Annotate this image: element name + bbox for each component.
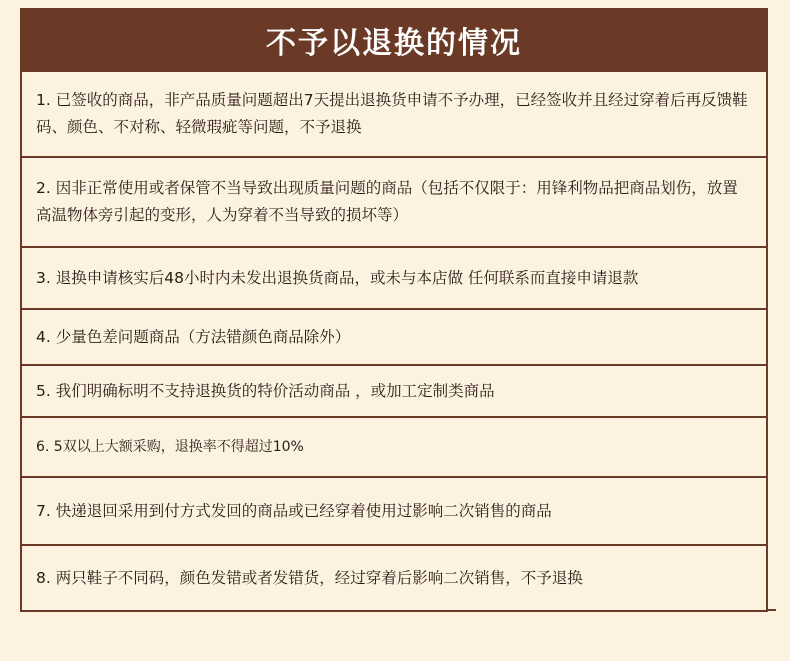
condition-text: 3. 退换申请核实后48小时内未发出退换货商品，或未与本店做 任何联系而直接申请退款 <box>36 268 639 287</box>
condition-text: 4. 少量色差问题商品（方法错颜色商品除外） <box>36 327 351 346</box>
table-row <box>22 366 766 418</box>
table-row <box>22 546 766 612</box>
condition-text: 7. 快递退回采用到付方式发回的商品或已经穿着使用过影响二次销售的商品 <box>36 501 552 520</box>
table-row <box>22 478 766 546</box>
page-header <box>20 8 768 72</box>
table-corner-line <box>766 609 776 611</box>
table-row <box>22 72 766 158</box>
condition-text: 1. 已签收的商品，非产品质量问题超出7天提出退换货申请不予办理，已经签收并且经过穿着后再反馈鞋码、颜色、不对称、轻微瑕疵等问题，不予退换 <box>36 91 748 136</box>
table-row <box>22 158 766 248</box>
condition-text: 8. 两只鞋子不同码，颜色发错或者发错货，经过穿着后影响二次销售，不予退换 <box>36 568 583 587</box>
table-row <box>22 248 766 310</box>
conditions-table <box>20 72 768 612</box>
condition-text: 5. 我们明确标明不支持退换货的特价活动商品 ，或加工定制类商品 <box>36 381 495 400</box>
page-title: 不予以退换的情况 <box>266 26 522 61</box>
table-row <box>22 418 766 478</box>
condition-text: 2. 因非正常使用或者保管不当导致出现质量问题的商品（包括不仅限于：用锋利物品把商品划伤，放置高温物体旁引起的变形，人为穿着不当导致的损坏等） <box>36 179 738 224</box>
table-row <box>22 310 766 366</box>
condition-text: 6. 5双以上大额采购，退换率不得超过10% <box>36 438 304 455</box>
